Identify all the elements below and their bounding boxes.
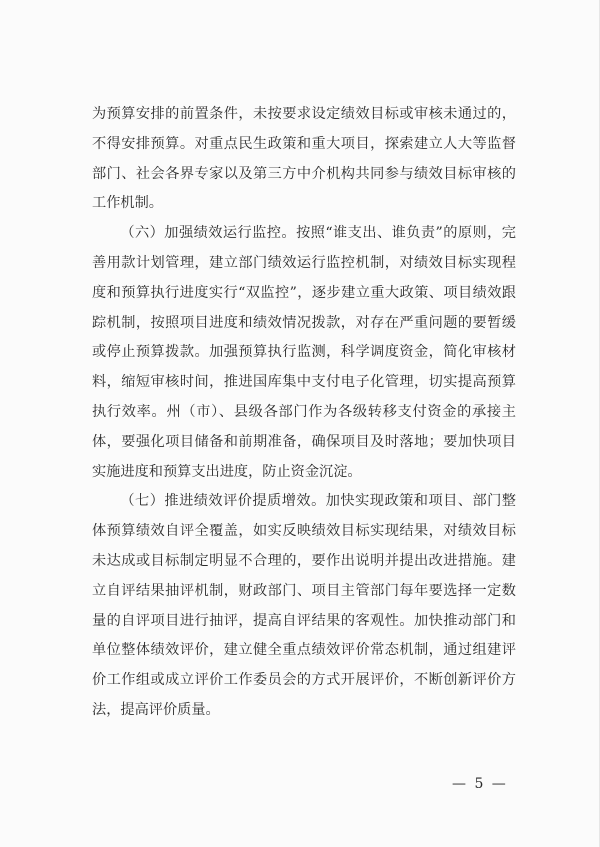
paragraph-continuation: 为预算安排的前置条件，未按要求设定绩效目标或审核未通过的，不得安排预算。对重点民生政策和重大项目，探索建立人大等监督部门、社会各界专家以及第三方中介机构共同参与绩效目标审核的工作机制。 [92, 106, 516, 212]
document-body [92, 100, 516, 726]
paragraph-section-6: （六）加强绩效运行监控。按照“谁支出、谁负责”的原则，完善用款计划管理，建立部门绩效运行监控机制，对绩效目标实现程度和预算执行进度实行“双监控”，逐步建立重大政策、项目绩效跟踪机制，按照项目进度和绩效情况拨款，对存在严重问题的要暂缓或停止预算拨款。加强预算执行监测，科学调度资金，简化审核材料，缩短审核时间，推进国库集中支付电子化管理，切实提高预算执行效率。州（市）、县级各部门作为各级转移支付资金的承接主体，要强化项目储备和前期准备，确保项目及时落地；要加快项目实施进度和预算支出进度，防止资金沉淀。 [92, 225, 516, 480]
page-number: — 5 — [452, 776, 508, 792]
paragraph-section-7: （七）推进绩效评价提质增效。加快实现政策和项目、部门整体预算绩效自评全覆盖，如实反映绩效目标实现结果，对绩效目标未达成或目标制定明显不合理的，要作出说明并提出改进措施。建立自评结果抽评机制，财政部门、项目主管部门每年要选择一定数量的自评项目进行抽评，提高自评结果的客观性。加快推动部门和单位整体绩效评价，建立健全重点绩效评价常态机制，通过组建评价工作组或成立评价工作委员会的方式开展评价，不断创新评价方法，提高评价质量。 [92, 493, 516, 718]
